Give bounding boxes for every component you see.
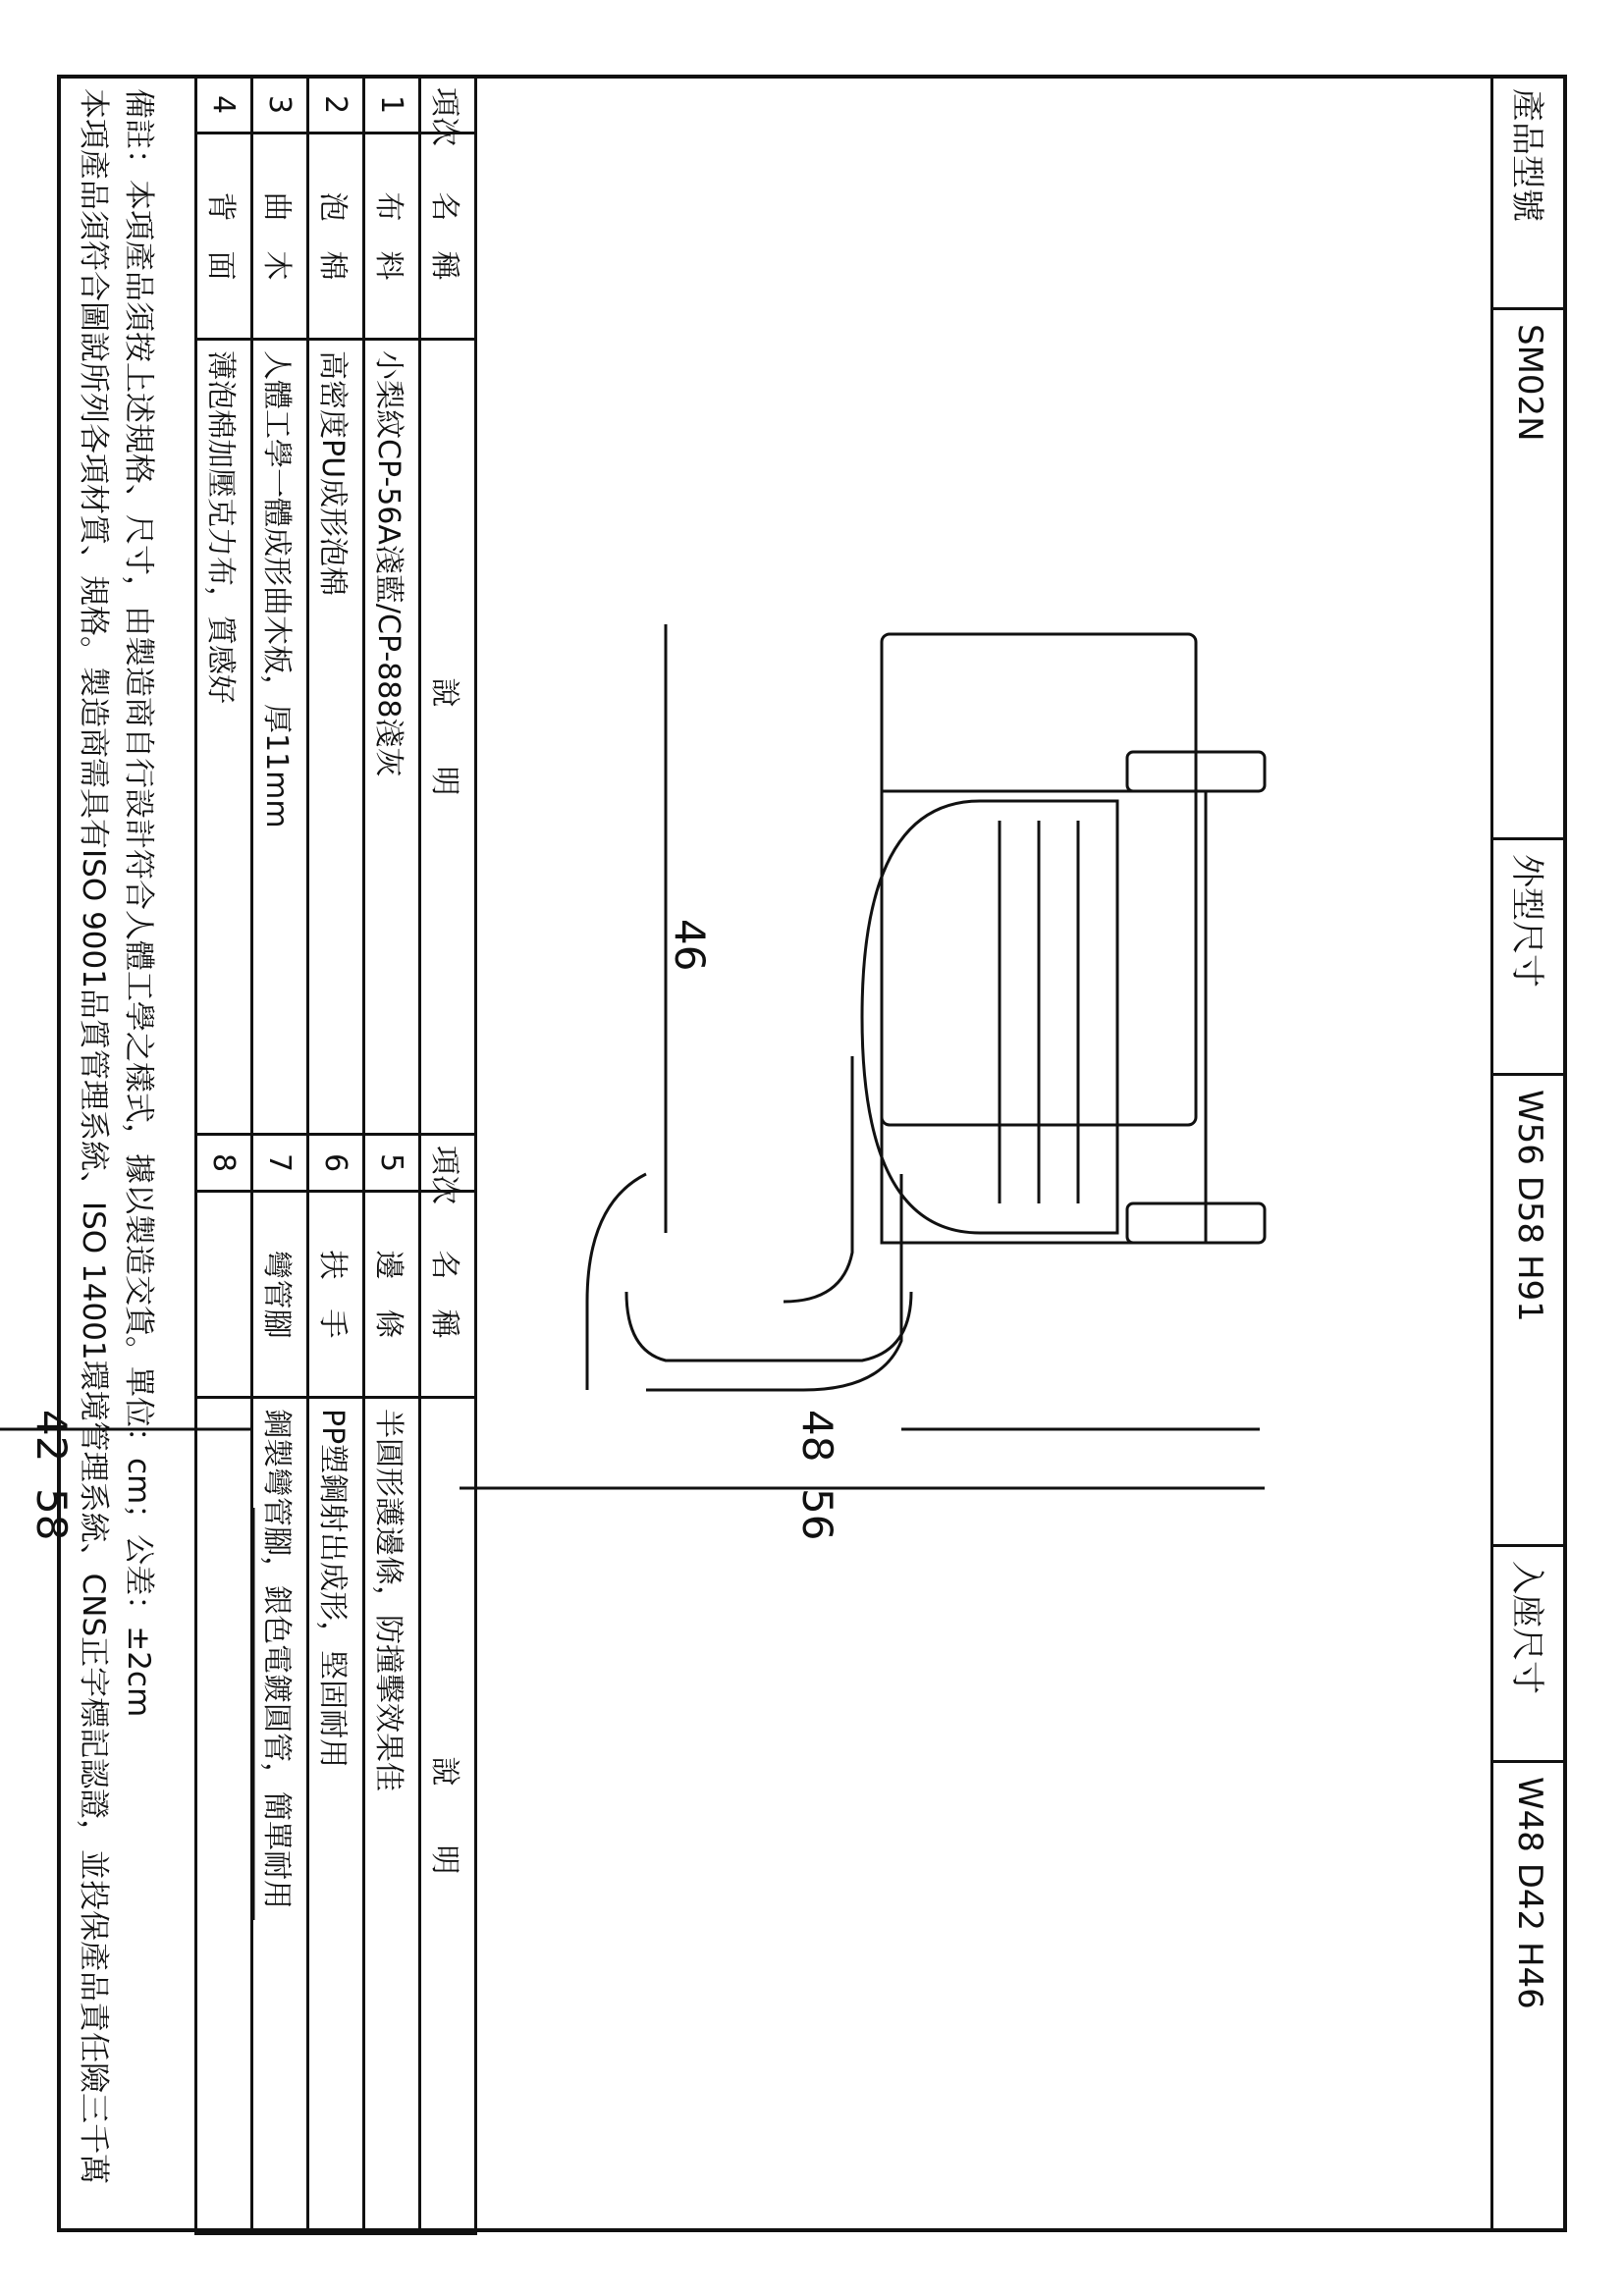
model-value: SM02N (1493, 310, 1567, 840)
dim-48: 48 (793, 1410, 841, 1463)
header-row (1490, 75, 1567, 2232)
row-desc: 薄泡棉加壓克力布，質感好 (196, 340, 252, 1135)
row-name-2: 邊 條 (364, 1192, 420, 1398)
dim-58: 58 (27, 1488, 76, 1541)
row-name: 背 面 (196, 133, 252, 340)
dim-42: 42 (27, 1410, 76, 1463)
leg-tube (784, 1056, 852, 1302)
dim-46: 46 (666, 919, 714, 972)
row-desc: 高密度PU成形泡棉 (308, 340, 364, 1135)
table-header-row (420, 77, 476, 2234)
th-desc: 說 明 (420, 340, 476, 1135)
row-name: 泡 棉 (308, 133, 364, 340)
right-armrest (1127, 1203, 1265, 1243)
row-desc-2: PP塑鋼射出成形，堅固耐用 (308, 1398, 364, 2234)
seat-back (882, 791, 1206, 1243)
th-name: 名 稱 (420, 133, 476, 340)
row-no: 2 (308, 77, 364, 133)
model-label: 產品型號 (1493, 75, 1567, 310)
row-no: 3 (252, 77, 308, 133)
table-row (252, 77, 308, 2234)
row-no-2: 8 (196, 1135, 252, 1192)
th-item-2: 項次 (420, 1135, 476, 1192)
notes (71, 88, 161, 2218)
backrest-side (646, 1174, 901, 1390)
th-desc-2: 說 明 (420, 1398, 476, 2234)
row-name-2: 扶 手 (308, 1192, 364, 1398)
row-desc-2: 鋼製彎管腳，銀色電鍍圓管，簡單耐用 (252, 1398, 308, 2234)
seat-size-value: W48 D42 H46 (1510, 1777, 1550, 2009)
top-view (862, 634, 1265, 1243)
row-no-2: 7 (252, 1135, 308, 1192)
th-item: 項次 (420, 77, 476, 133)
seat-size-label: 入座尺寸 (1493, 1547, 1567, 1763)
spec-table (194, 75, 477, 2235)
row-name: 布 料 (364, 133, 420, 340)
note-line-1: 備註：本項產品須按上述規格、尺寸，由製造商自行設計符合人體工學之樣式，據以製造交貨。單位：cm；公差：±2cm (121, 88, 156, 1718)
row-name-2: 彎管腳 (252, 1192, 308, 1398)
row-no-2: 6 (308, 1135, 364, 1192)
row-desc-2: 半圓形護邊條，防撞擊效果佳 (364, 1398, 420, 2234)
row-name: 曲 木 (252, 133, 308, 340)
dim-56: 56 (793, 1488, 841, 1541)
table-row (196, 77, 252, 2234)
th-name-2: 名 稱 (420, 1192, 476, 1398)
outer-size-value: W56 D58 H91 (1493, 1076, 1567, 1547)
row-desc-2 (196, 1398, 252, 2234)
table-row (364, 77, 420, 2234)
row-desc: 小梨紋CP-56A淺藍/CP-888淺灰 (364, 340, 420, 1135)
note-line-2: 本項產品須符合圖說所列各項材質、規格。製造商需具有ISO 9001品質管理系統、ISO 14001環境管理系統、CNS正字標記認證，並投保產品責任險三千萬 (76, 88, 111, 2185)
seat-side (587, 1174, 646, 1390)
row-no: 1 (364, 77, 420, 133)
row-no: 4 (196, 77, 252, 133)
row-desc: 人體工學一體成形曲木板，厚11mm (252, 340, 308, 1135)
side-view (587, 1056, 911, 1390)
row-name-2 (196, 1192, 252, 1398)
armrest-side (626, 1292, 911, 1361)
outer-size-label: 外型尺寸 (1493, 840, 1567, 1076)
table-row (308, 77, 364, 2234)
row-no-2: 5 (364, 1135, 420, 1192)
